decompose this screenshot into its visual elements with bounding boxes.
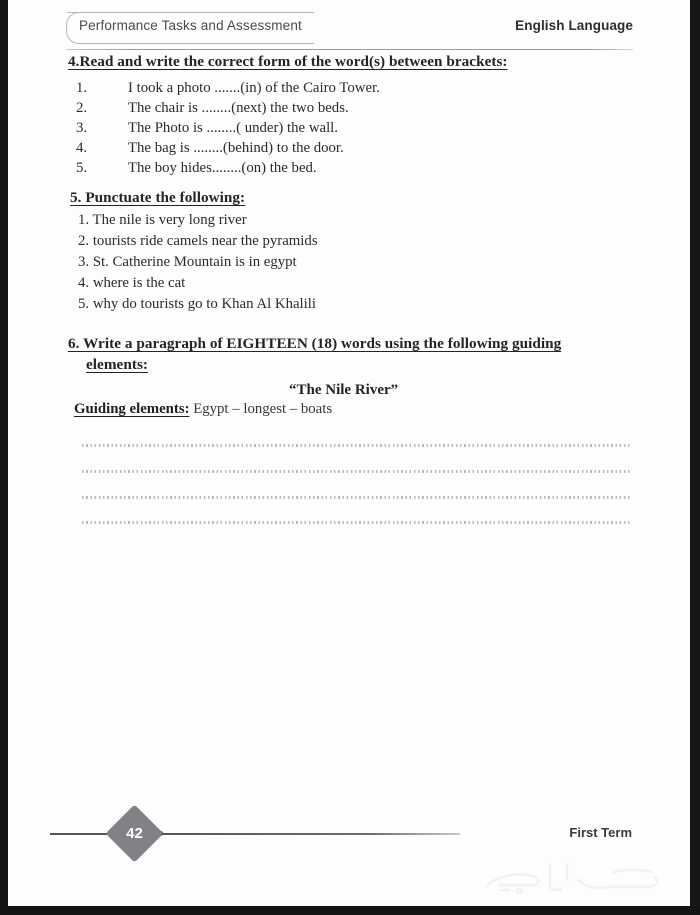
answer-line[interactable] [82, 496, 630, 499]
list-item-text: The nile is very long river [92, 212, 247, 228]
list-item-number: 4. [78, 275, 90, 291]
photo-edge-right [690, 0, 700, 915]
list-item [76, 120, 338, 137]
guiding-elements-label: Guiding elements: [74, 401, 190, 417]
answer-line[interactable] [82, 521, 630, 524]
list-item-text: The chair is ........(next) the two beds. [128, 100, 349, 116]
photo-edge-bottom [0, 906, 700, 915]
footer-rule-right [160, 833, 460, 835]
list-item [78, 254, 297, 271]
list-item-number: 3. [76, 120, 88, 136]
list-item [76, 140, 344, 157]
list-item-text: where is the cat [92, 275, 186, 291]
section-4-heading [68, 52, 508, 72]
list-item [78, 275, 185, 292]
list-item-text: St. Catherine Mountain is in egypt [92, 254, 297, 270]
section-6-heading-continued [86, 355, 148, 375]
page-header [66, 10, 633, 50]
list-item [76, 80, 380, 97]
list-item-text: The bag is ........(behind) to the door. [128, 140, 344, 156]
list-item-number: 2. [78, 233, 90, 249]
list-item-number: 5. [78, 296, 90, 312]
worksheet-page [8, 0, 690, 915]
list-item-number: 1. [76, 80, 88, 96]
header-subject-label: English Language [515, 18, 633, 33]
photo-edge-left [0, 0, 8, 915]
header-divider [66, 49, 633, 50]
list-item-text: The boy hides........(on) the bed. [128, 160, 317, 176]
section-6-heading [68, 334, 643, 354]
list-item-number: 2. [76, 100, 88, 116]
answer-line[interactable] [82, 444, 630, 447]
list-item [76, 100, 349, 117]
list-item-text: why do tourists go to Khan Al Khalili [92, 296, 316, 312]
page-number-text: 42 [126, 825, 143, 842]
footer-term-label: First Term [569, 825, 632, 840]
section-5-heading-text: 5. Punctuate the following: [70, 189, 246, 206]
section-4-heading-text: 4.Read and write the correct form of the word(s) between brackets: [68, 53, 508, 70]
list-item-text: The Photo is ........( under) the wall. [128, 120, 338, 136]
list-item [76, 160, 317, 177]
list-item-text: I took a photo .......(in) of the Cairo Tower. [128, 80, 380, 96]
list-item-text: tourists ride camels near the pyramids [92, 233, 318, 249]
list-item [78, 296, 316, 313]
site-watermark-icon [472, 851, 672, 903]
list-item [78, 212, 247, 229]
answer-line[interactable] [82, 470, 630, 473]
list-item-number: 3. [78, 254, 90, 270]
section-6-heading-line-2: elements: [86, 356, 149, 373]
guiding-elements-value: Egypt – longest – boats [193, 401, 333, 417]
list-item-number: 4. [76, 140, 88, 156]
list-item-number: 1. [78, 212, 90, 228]
section-5-heading [70, 188, 245, 208]
section-6-heading-line-1: 6. Write a paragraph of EIGHTEEN (18) words using the following guiding [68, 335, 562, 352]
header-title-tab: Performance Tasks and Assessment [66, 12, 314, 44]
paragraph-topic-title: “The Nile River” [289, 382, 399, 398]
list-item [78, 233, 318, 250]
guiding-elements-line [74, 401, 332, 418]
list-item-number: 5. [76, 160, 88, 176]
